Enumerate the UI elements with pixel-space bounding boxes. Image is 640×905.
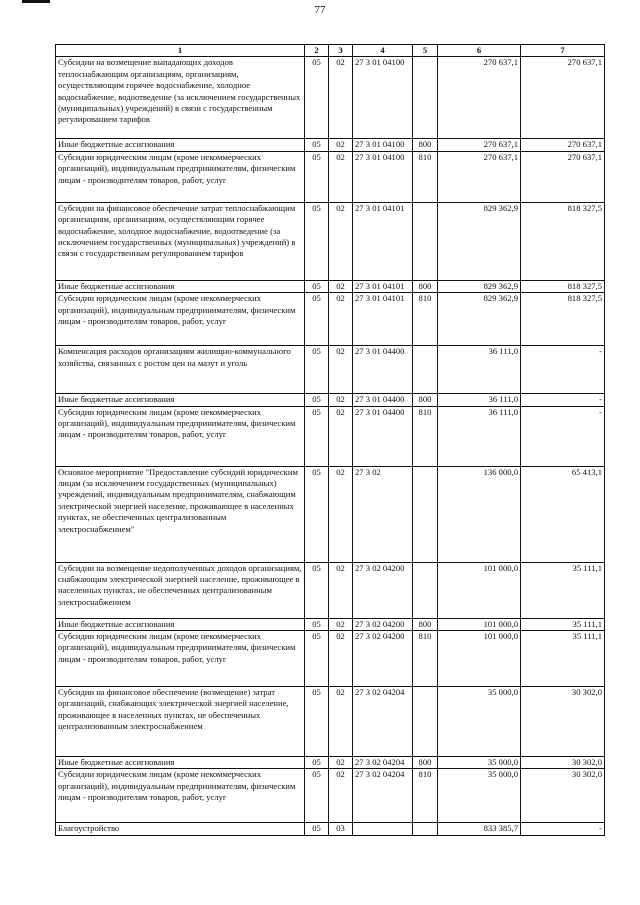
row-name: Иные бюджетные ассигнования xyxy=(56,757,305,769)
row-target-code: 27 3 01 04400 xyxy=(353,346,413,394)
row-sum-col6: 829 362,9 xyxy=(438,202,521,280)
row-expense-type xyxy=(413,346,438,394)
row-expense-type: 800 xyxy=(413,280,438,292)
table-row xyxy=(56,406,605,466)
row-target-code: 27 3 01 04100 xyxy=(353,151,413,202)
row-name: Благоустройство xyxy=(56,823,305,835)
row-name: Иные бюджетные ассигнования xyxy=(56,280,305,292)
row-section: 05 xyxy=(305,346,329,394)
row-section: 05 xyxy=(305,202,329,280)
table-row xyxy=(56,687,605,757)
row-sum-col6: 829 362,9 xyxy=(438,280,521,292)
row-name: Субсидии юридическим лицам (кроме некоммерческих организаций), индивидуальным предпринимателям, физическим лицам - производителям товаров, работ, услуг xyxy=(56,769,305,823)
row-subsection: 02 xyxy=(329,562,353,618)
row-section: 05 xyxy=(305,562,329,618)
row-section: 05 xyxy=(305,406,329,466)
row-sum-col6: 36 111,0 xyxy=(438,346,521,394)
row-target-code: 27 3 01 04101 xyxy=(353,202,413,280)
budget-table xyxy=(55,44,605,836)
row-sum-col7: 35 111,1 xyxy=(521,562,605,618)
scan-corner-mark xyxy=(22,0,50,3)
row-sum-col6: 136 000,0 xyxy=(438,466,521,562)
row-expense-type: 810 xyxy=(413,151,438,202)
row-expense-type: 810 xyxy=(413,769,438,823)
row-name: Компенсация расходов организациям жилищно-коммунального хозяйства, связанных с ростом цен на мазут и уголь xyxy=(56,346,305,394)
row-sum-col6: 270 637,1 xyxy=(438,57,521,139)
header-col-4: 4 xyxy=(353,45,413,57)
table-row xyxy=(56,769,605,823)
row-target-code: 27 3 01 04101 xyxy=(353,280,413,292)
row-sum-col7: 818 327,5 xyxy=(521,202,605,280)
row-sum-col7: 30 302,0 xyxy=(521,757,605,769)
row-section: 05 xyxy=(305,151,329,202)
table-row xyxy=(56,466,605,562)
row-target-code: 27 3 01 04100 xyxy=(353,57,413,139)
row-section: 05 xyxy=(305,823,329,835)
row-subsection: 02 xyxy=(329,687,353,757)
table-row xyxy=(56,139,605,151)
row-sum-col6: 270 637,1 xyxy=(438,151,521,202)
row-section: 05 xyxy=(305,757,329,769)
row-section: 05 xyxy=(305,618,329,630)
row-expense-type: 800 xyxy=(413,618,438,630)
row-section: 05 xyxy=(305,687,329,757)
row-name: Субсидии юридическим лицам (кроме некоммерческих организаций), индивидуальным предпринимателям, физическим лицам - производителям товаров, работ, услуг xyxy=(56,406,305,466)
table-row xyxy=(56,618,605,630)
row-sum-col7: 35 111,1 xyxy=(521,631,605,687)
row-subsection: 02 xyxy=(329,394,353,406)
row-sum-col7: 30 302,0 xyxy=(521,687,605,757)
table-header-row xyxy=(56,45,605,57)
row-subsection: 02 xyxy=(329,151,353,202)
row-expense-type xyxy=(413,466,438,562)
header-col-1: 1 xyxy=(56,45,305,57)
row-subsection: 02 xyxy=(329,466,353,562)
row-sum-col7: - xyxy=(521,406,605,466)
row-sum-col6: 829 362,9 xyxy=(438,293,521,346)
row-expense-type: 800 xyxy=(413,757,438,769)
row-name: Основное мероприятие "Предоставление субсидий юридическим лицам (за исключением государственных (муниципальных) учреждений, индивидуальным предпринимателям, снабжающим электрической энергией население, проживающее в населенных пунктах, не обеспеченных централизованным электроснабжением" xyxy=(56,466,305,562)
row-name: Субсидии на финансовое обеспечение (возмещение) затрат организаций, снабжающих электрической энергией население, проживающее в населенных пунктах, не обеспеченных централизованным электроснабжением xyxy=(56,687,305,757)
row-name: Субсидии на возмещение недополученных доходов организациям, снабжающим электрической энергией население, проживающее в населенных пунктах, не обеспеченных централизованным электроснабжением xyxy=(56,562,305,618)
row-target-code: 27 3 01 04101 xyxy=(353,293,413,346)
header-col-3: 3 xyxy=(329,45,353,57)
table-row xyxy=(56,394,605,406)
row-expense-type: 810 xyxy=(413,406,438,466)
row-target-code: 27 3 02 xyxy=(353,466,413,562)
row-subsection: 02 xyxy=(329,757,353,769)
row-sum-col7: 818 327,5 xyxy=(521,293,605,346)
row-target-code: 27 3 02 04204 xyxy=(353,687,413,757)
row-subsection: 02 xyxy=(329,406,353,466)
row-sum-col6: 35 000,0 xyxy=(438,769,521,823)
row-sum-col7: 30 302,0 xyxy=(521,769,605,823)
row-sum-col7: - xyxy=(521,394,605,406)
row-target-code: 27 3 01 04400 xyxy=(353,406,413,466)
row-expense-type xyxy=(413,562,438,618)
row-section: 05 xyxy=(305,466,329,562)
row-sum-col6: 36 111,0 xyxy=(438,406,521,466)
row-sum-col7: 65 413,1 xyxy=(521,466,605,562)
row-subsection: 02 xyxy=(329,202,353,280)
row-section: 05 xyxy=(305,293,329,346)
row-name: Иные бюджетные ассигнования xyxy=(56,394,305,406)
row-sum-col6: 36 111,0 xyxy=(438,394,521,406)
row-subsection: 02 xyxy=(329,346,353,394)
table-row xyxy=(56,562,605,618)
table-row xyxy=(56,823,605,835)
page-number: 77 xyxy=(314,4,326,16)
row-target-code: 27 3 02 04204 xyxy=(353,769,413,823)
row-expense-type xyxy=(413,57,438,139)
row-sum-col6: 101 000,0 xyxy=(438,631,521,687)
row-sum-col7: 35 111,1 xyxy=(521,618,605,630)
row-subsection: 02 xyxy=(329,57,353,139)
row-sum-col7: 270 637,1 xyxy=(521,151,605,202)
row-subsection: 02 xyxy=(329,618,353,630)
row-target-code: 27 3 01 04100 xyxy=(353,139,413,151)
row-target-code: 27 3 02 04200 xyxy=(353,562,413,618)
header-col-5: 5 xyxy=(413,45,438,57)
header-col-6: 6 xyxy=(438,45,521,57)
row-section: 05 xyxy=(305,394,329,406)
row-subsection: 02 xyxy=(329,631,353,687)
row-target-code: 27 3 01 04400 xyxy=(353,394,413,406)
row-subsection: 03 xyxy=(329,823,353,835)
row-sum-col7: 818 327,5 xyxy=(521,280,605,292)
row-expense-type xyxy=(413,202,438,280)
row-name: Субсидии юридическим лицам (кроме некоммерческих организаций), индивидуальным предпринимателям, физическим лицам - производителям товаров, работ, услуг xyxy=(56,293,305,346)
row-sum-col6: 101 000,0 xyxy=(438,618,521,630)
row-sum-col6: 833 385,7 xyxy=(438,823,521,835)
row-sum-col7: - xyxy=(521,346,605,394)
row-name: Субсидии на финансовое обеспечение затрат теплоснабжающим организациям, организациям, осуществляющим горячее водоснабжение, холодное водоснабжение, водоотведение (за исключением государственных (муниципальных) учреждений) в связи с государственным регулированием тарифов xyxy=(56,202,305,280)
row-name: Субсидии на возмещение выпадающих доходов теплоснабжающим организациям, организациям, осуществляющим горячее водоснабжение, холодное водоснабжение, водоотведение (за исключением государственных (муниципальных) учреждений) в связи с государственным регулированием тарифов xyxy=(56,57,305,139)
table-row xyxy=(56,202,605,280)
row-sum-col7: - xyxy=(521,823,605,835)
row-section: 05 xyxy=(305,57,329,139)
row-name: Иные бюджетные ассигнования xyxy=(56,618,305,630)
row-sum-col7: 270 637,1 xyxy=(521,139,605,151)
row-sum-col6: 270 637,1 xyxy=(438,139,521,151)
table-row xyxy=(56,757,605,769)
table-row xyxy=(56,151,605,202)
row-target-code: 27 3 02 04204 xyxy=(353,757,413,769)
row-expense-type xyxy=(413,823,438,835)
row-name: Субсидии юридическим лицам (кроме некоммерческих организаций), индивидуальным предпринимателям, физическим лицам - производителям товаров, работ, услуг xyxy=(56,151,305,202)
row-sum-col6: 101 000,0 xyxy=(438,562,521,618)
table-row xyxy=(56,293,605,346)
table-row xyxy=(56,57,605,139)
row-target-code: 27 3 02 04200 xyxy=(353,618,413,630)
table-row xyxy=(56,280,605,292)
row-sum-col6: 35 000,0 xyxy=(438,687,521,757)
header-col-2: 2 xyxy=(305,45,329,57)
row-section: 05 xyxy=(305,631,329,687)
row-subsection: 02 xyxy=(329,769,353,823)
row-target-code xyxy=(353,823,413,835)
header-col-7: 7 xyxy=(521,45,605,57)
row-name: Иные бюджетные ассигнования xyxy=(56,139,305,151)
row-subsection: 02 xyxy=(329,293,353,346)
row-section: 05 xyxy=(305,280,329,292)
row-expense-type: 810 xyxy=(413,293,438,346)
row-subsection: 02 xyxy=(329,139,353,151)
row-name: Субсидии юридическим лицам (кроме некоммерческих организаций), индивидуальным предпринимателям, физическим лицам - производителям товаров, работ, услуг xyxy=(56,631,305,687)
row-sum-col7: 270 637,1 xyxy=(521,57,605,139)
row-expense-type: 810 xyxy=(413,631,438,687)
row-section: 05 xyxy=(305,139,329,151)
row-expense-type: 800 xyxy=(413,394,438,406)
row-section: 05 xyxy=(305,769,329,823)
row-expense-type: 800 xyxy=(413,139,438,151)
row-expense-type xyxy=(413,687,438,757)
table-row xyxy=(56,631,605,687)
row-sum-col6: 35 000,0 xyxy=(438,757,521,769)
row-target-code: 27 3 02 04200 xyxy=(353,631,413,687)
row-subsection: 02 xyxy=(329,280,353,292)
table-row xyxy=(56,346,605,394)
